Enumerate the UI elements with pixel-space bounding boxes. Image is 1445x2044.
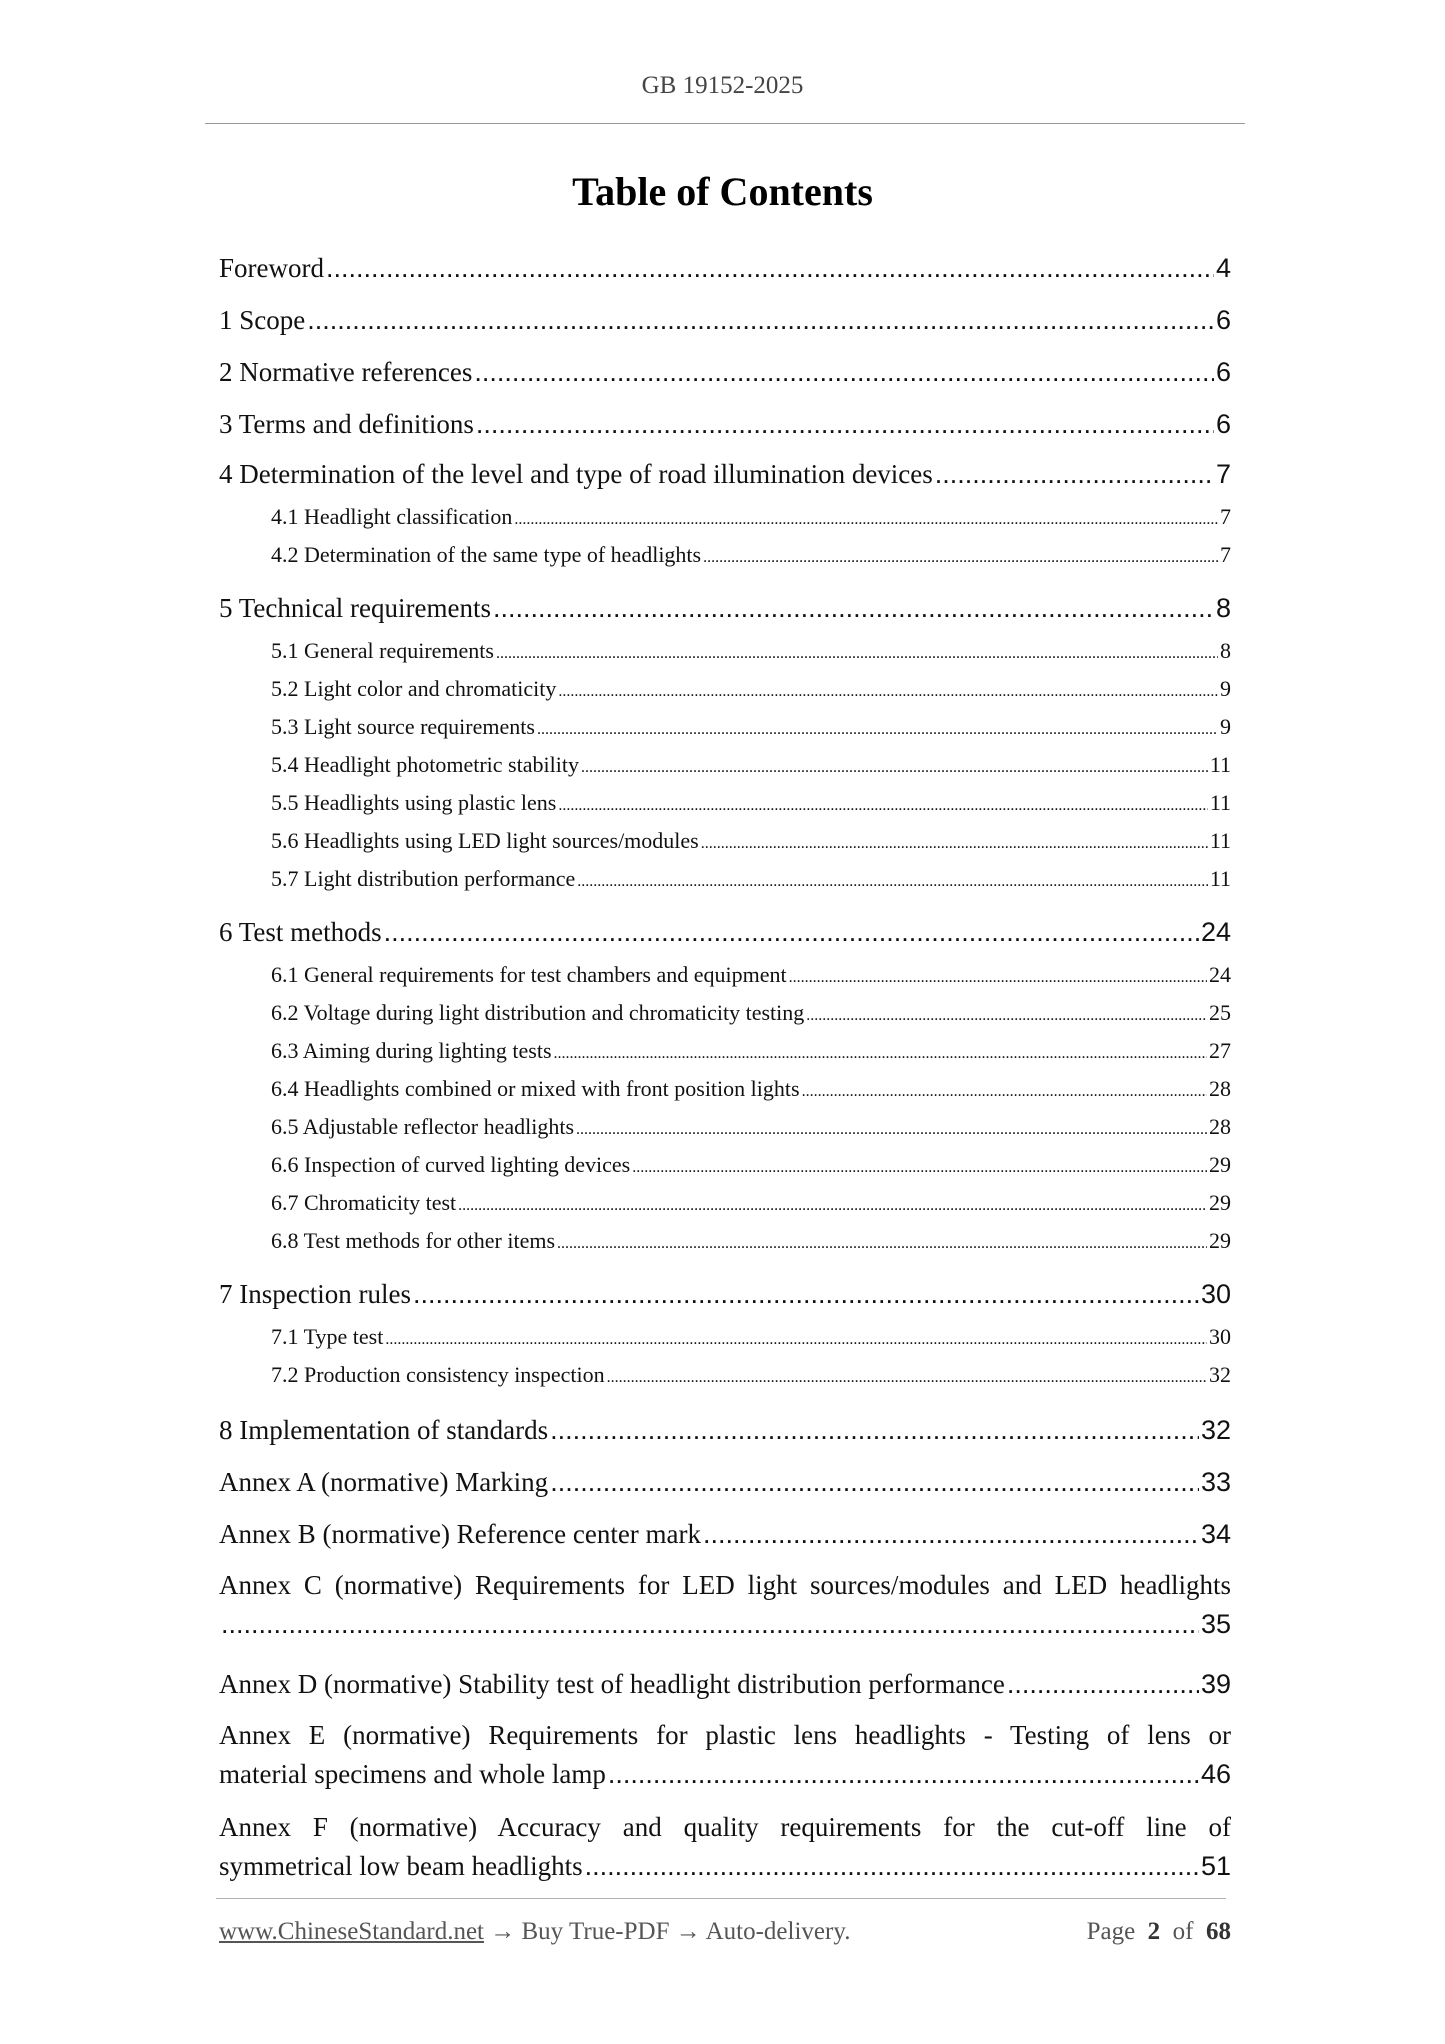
toc-page-number: 25 <box>1209 1000 1231 1025</box>
toc-subentry-4-1[interactable] <box>219 498 1231 536</box>
toc-subentry-6-3[interactable] <box>219 1032 1231 1070</box>
toc-subentry-label: 4.2 Determination of the same type of headlights <box>271 542 702 567</box>
dot-leader <box>608 1755 1199 1794</box>
dot-leader <box>493 584 1214 632</box>
toc-subentry-6-1[interactable] <box>219 956 1231 994</box>
toc-page-number: 24 <box>1209 962 1231 987</box>
toc-entry-label: 4 Determination of the level and type of road illumination devices <box>219 459 933 489</box>
toc-subentry-label: 6.4 Headlights combined or mixed with front position lights <box>271 1076 800 1101</box>
toc-subentry-label: 5.2 Light color and chromaticity <box>271 676 557 701</box>
toc-subentry-6-2[interactable] <box>219 994 1231 1032</box>
toc-page-number: 7 <box>1220 504 1231 529</box>
dot-leader <box>458 1187 1207 1225</box>
toc-subentry-label: 5.1 General requirements <box>271 638 494 663</box>
toc-page-number: 30 <box>1200 1279 1231 1309</box>
dot-leader <box>577 863 1208 901</box>
dot-leader <box>558 787 1207 825</box>
toc-page-number: 4 <box>1215 253 1231 283</box>
toc-entry-label-line1: Annex E (normative) Requirements for plastic lens headlights - Testing of lens or <box>219 1720 1231 1750</box>
toc-subentry-7-2[interactable] <box>219 1356 1231 1394</box>
dot-leader <box>557 1225 1207 1263</box>
toc-entry-section-7[interactable] <box>219 1270 1231 1318</box>
toc-page-number: 11 <box>1209 752 1231 777</box>
dot-leader <box>802 1073 1207 1111</box>
toc-page-number: 35 <box>1200 1609 1231 1639</box>
toc-page-number: 27 <box>1209 1038 1231 1063</box>
toc-page-number: 6 <box>1215 409 1231 439</box>
page-indicator <box>1087 1918 1231 1946</box>
toc-page-number: 32 <box>1209 1362 1231 1387</box>
dot-leader <box>585 1847 1199 1886</box>
dot-leader <box>581 749 1208 787</box>
toc-subentry-label: 6.6 Inspection of curved lighting devices <box>271 1152 631 1177</box>
toc-subentry-6-7[interactable] <box>219 1184 1231 1222</box>
of-word: of <box>1172 1918 1194 1945</box>
toc-subentry-7-1[interactable] <box>219 1318 1231 1356</box>
footer-divider <box>216 1898 1226 1899</box>
toc-entry-section-5[interactable] <box>219 584 1231 632</box>
page-word: Page <box>1086 1918 1136 1945</box>
toc-page-number: 46 <box>1200 1759 1231 1789</box>
toc-entry-label: 2 Normative references <box>219 357 473 387</box>
dot-leader <box>701 825 1208 863</box>
toc-page-number: 34 <box>1200 1519 1231 1549</box>
toc-entry-section-4[interactable] <box>219 450 1231 498</box>
toc-subentry-4-2[interactable] <box>219 536 1231 574</box>
toc-entry-section-8[interactable] <box>219 1404 1231 1456</box>
dot-leader <box>514 501 1218 539</box>
toc-subentry-label: 6.5 Adjustable reflector headlights <box>271 1114 575 1139</box>
toc-subentry-5-4[interactable] <box>219 746 1231 784</box>
toc-page-number: 29 <box>1209 1152 1231 1177</box>
dot-leader <box>413 1270 1199 1318</box>
toc-entry-label-line1: Annex C (normative) Requirements for LED light sources/modules and LED headlights <box>219 1570 1231 1600</box>
toc-subentry-label: 5.3 Light source requirements <box>271 714 535 739</box>
toc-subentry-label: 4.1 Headlight classification <box>271 504 513 529</box>
toc-entry-label: Annex D (normative) Stability test of headlight distribution performance <box>219 1669 1005 1699</box>
toc-entry-annex-b[interactable] <box>219 1508 1231 1560</box>
toc-page-number: 11 <box>1209 828 1231 853</box>
toc-page-number: 9 <box>1220 676 1231 701</box>
toc-subentry-label: 6.2 Voltage during light distribution and chromaticity testing <box>271 1000 805 1025</box>
toc-page-number: 29 <box>1209 1190 1231 1215</box>
total-pages: 68 <box>1206 1918 1231 1945</box>
dot-leader <box>632 1149 1207 1187</box>
toc-entry-label: 3 Terms and definitions <box>219 409 474 439</box>
toc-entry-annex-d[interactable] <box>219 1658 1231 1710</box>
toc-page-number: 28 <box>1209 1076 1231 1101</box>
toc-page-number: 30 <box>1209 1324 1231 1349</box>
toc-entry-label: 5 Technical requirements <box>219 593 492 623</box>
dot-leader <box>221 1605 1199 1644</box>
toc-subentry-label: 5.7 Light distribution performance <box>271 866 576 891</box>
header-divider <box>205 123 1245 124</box>
toc-subentry-label: 7.2 Production consistency inspection <box>271 1362 605 1387</box>
toc-page-number: 11 <box>1209 790 1231 815</box>
page-footer <box>219 1918 1231 1946</box>
toc-page-number: 6 <box>1215 357 1231 387</box>
dot-leader <box>554 1035 1207 1073</box>
dot-leader <box>607 1359 1207 1397</box>
toc-page-number: 39 <box>1200 1669 1231 1699</box>
toc-entry-label: 8 Implementation of standards <box>219 1415 549 1445</box>
toc-entry-label: Annex A (normative) Marking <box>219 1467 549 1497</box>
toc-subentry-5-6[interactable] <box>219 822 1231 860</box>
table-of-contents <box>219 242 1231 1900</box>
arrow-right-icon: → <box>490 1918 516 1945</box>
current-page-number: 2 <box>1147 1918 1161 1945</box>
toc-entry-annex-c[interactable] <box>219 1566 1231 1644</box>
toc-subentry-label: 5.5 Headlights using plastic lens <box>271 790 557 815</box>
dot-leader <box>550 1404 1199 1456</box>
toc-entry-label-line2: material specimens and whole lamp <box>219 1759 606 1789</box>
toc-entry-terms-definitions[interactable] <box>219 398 1231 450</box>
toc-entry-annex-f[interactable] <box>219 1808 1231 1886</box>
toc-entry-normative-references[interactable] <box>219 346 1231 398</box>
toc-subentry-6-4[interactable] <box>219 1070 1231 1108</box>
dot-leader <box>703 1508 1199 1560</box>
dot-leader <box>476 398 1214 450</box>
dot-leader <box>496 635 1218 673</box>
toc-subentry-label: 7.1 Type test <box>271 1324 384 1349</box>
dot-leader <box>384 908 1199 956</box>
toc-entry-scope[interactable] <box>219 294 1231 346</box>
buy-text: Buy True-PDF <box>521 1918 670 1945</box>
toc-subentry-label: 6.1 General requirements for test chambers and equipment <box>271 962 787 987</box>
arrow-right-icon: → <box>675 1918 701 1945</box>
toc-page-number: 29 <box>1209 1228 1231 1253</box>
dot-leader <box>558 673 1218 711</box>
toc-subentry-5-7[interactable] <box>219 860 1231 898</box>
delivery-text: Auto-delivery. <box>705 1918 851 1945</box>
toc-page-number: 8 <box>1220 638 1231 663</box>
dot-leader <box>703 539 1218 577</box>
toc-page-number: 7 <box>1215 459 1231 489</box>
toc-entry-annex-a[interactable] <box>219 1456 1231 1508</box>
toc-entry-foreword[interactable] <box>219 242 1231 294</box>
toc-entry-continuation <box>219 1755 1231 1794</box>
dot-leader <box>385 1321 1207 1359</box>
site-link[interactable]: www.ChineseStandard.net <box>219 1918 484 1945</box>
toc-entry-label: 1 Scope <box>219 305 306 335</box>
toc-subentry-6-5[interactable] <box>219 1108 1231 1146</box>
toc-entry-label: Foreword <box>219 253 324 283</box>
toc-page-number: 7 <box>1220 542 1231 567</box>
dot-leader <box>326 242 1214 294</box>
toc-entry-continuation <box>219 1605 1231 1644</box>
toc-subentry-5-5[interactable] <box>219 784 1231 822</box>
dot-leader <box>576 1111 1207 1149</box>
dot-leader <box>537 711 1218 749</box>
page-title: Table of Contents <box>572 169 873 214</box>
dot-leader <box>789 959 1207 997</box>
toc-page-number: 6 <box>1215 305 1231 335</box>
toc-subentry-5-1[interactable] <box>219 632 1231 670</box>
toc-entry-label: 6 Test methods <box>219 917 382 947</box>
toc-entry-label-line1: Annex F (normative) Accuracy and quality requirements for the cut-off line of <box>219 1812 1231 1842</box>
toc-page-number: 28 <box>1209 1114 1231 1139</box>
toc-entry-label: Annex B (normative) Reference center mark <box>219 1519 702 1549</box>
running-header: GB 19152-2025 <box>641 72 804 99</box>
toc-page-number: 8 <box>1215 593 1231 623</box>
toc-subentry-label: 5.4 Headlight photometric stability <box>271 752 579 777</box>
toc-subentry-6-6[interactable] <box>219 1146 1231 1184</box>
toc-entry-continuation <box>219 1847 1231 1886</box>
toc-page-number: 51 <box>1200 1851 1231 1881</box>
dot-leader <box>307 294 1214 346</box>
toc-entry-annex-e[interactable] <box>219 1716 1231 1794</box>
dot-leader <box>474 346 1214 398</box>
toc-page-number: 24 <box>1200 917 1231 947</box>
toc-subentry-5-3[interactable] <box>219 708 1231 746</box>
dot-leader <box>550 1456 1199 1508</box>
toc-subentry-label: 6.7 Chromaticity test <box>271 1190 457 1215</box>
toc-page-number: 33 <box>1200 1467 1231 1497</box>
dot-leader <box>806 997 1207 1035</box>
toc-subentry-label: 6.8 Test methods for other items <box>271 1228 556 1253</box>
dot-leader <box>935 450 1214 498</box>
toc-entry-label: 7 Inspection rules <box>219 1279 411 1309</box>
toc-page-number: 9 <box>1220 714 1231 739</box>
toc-subentry-6-8[interactable] <box>219 1222 1231 1260</box>
toc-page-number: 11 <box>1209 866 1231 891</box>
dot-leader <box>1007 1658 1199 1710</box>
toc-entry-label-line2: symmetrical low beam headlights <box>219 1851 583 1881</box>
toc-subentry-label: 6.3 Aiming during lighting tests <box>271 1038 552 1063</box>
toc-subentry-5-2[interactable] <box>219 670 1231 708</box>
toc-page-number: 32 <box>1200 1415 1231 1445</box>
toc-subentry-label: 5.6 Headlights using LED light sources/modules <box>271 828 699 853</box>
toc-entry-section-6[interactable] <box>219 908 1231 956</box>
